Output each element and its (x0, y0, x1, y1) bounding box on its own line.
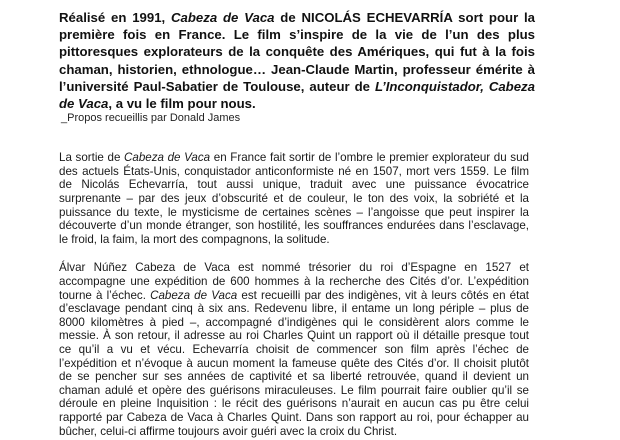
paragraph-1-text-1: La sortie de (59, 151, 125, 165)
paragraph-2-text-1: Álvar Núñez Cabeza de Vaca est nommé trésorier du roi d’Espagne en 1527 et accompagne une expédition de 600 hommes à la recherche des Cités d’or. L’expédition tourne à l’échec. (59, 261, 529, 302)
paragraph-1-text-2: en France fait sortir de l’ombre le premier explorateur du sud des actuels États-Unis, conquistador anticonformiste né en 1507, mort vers 1559. Le film de Nicolás Echevarría, tout aussi unique, traduit avec une puissance évocatrice surprenante – par des jeux d’obscurité et de couleur, le ton des voix, la sobriété et la puissance du texte, le mysticisme de certaines scènes – l’angoisse que peut inspirer la découverte d’un monde étranger, son hostilité, les souffrances endurées dans l’esclavage, le froid, la faim, la mort des compagnons, la solitude. (59, 151, 530, 246)
intro-text-1: Réalisé en 1991, (59, 10, 171, 25)
intro-paragraph (59, 9, 535, 112)
credit-line: _Propos recueillis par Donald James (61, 112, 241, 125)
body-paragraph-1 (59, 151, 529, 246)
film-title: Cabeza de Vaca (171, 10, 275, 25)
paragraph-2-film-title: Cabeza de Vaca (150, 288, 238, 302)
book-title: L’Inconquistador, Cabeza de Vaca (59, 78, 535, 112)
paragraph-2-text-2: est recueilli par des indigènes, vit à leurs côtés en état d’esclavage pendant cinq à six ans. Redevenu libre, il entame un long périple – plus de 8000 kilomètres à pied –, accompagné d’indigènes qui le considèrent alors comme le messie. À son retour, il adresse au roi Charles Quint un rapport où il détaille presque tout ce qu’il a vu et vécu. Echevarría choisit de commencer son film après l’échec de l’expédition et n’évoque à aucun moment la fameuse quête des Cités d’or. Il choisit plutôt de se pencher sur ses années de captivité et sa liberté retrouvée, quand il devient un chaman adulé et opère des guérisons miraculeuses. Le film pourrait faire oublier qu’il se déroule en pleine Inquisition : le récit des guérisons n’aurait en aucun cas pu être celui rapporté par Cabeza de Vaca à Charles Quint. Dans son rapport au roi, pour échapper au bûcher, celui-ci affirme toujours avoir guéri avec la croix du Christ. (59, 288, 530, 438)
intro-text-3: , a vu le film pour nous. (108, 96, 256, 112)
paragraph-1-film-title: Cabeza de Vaca (124, 151, 211, 165)
body-paragraph-2 (59, 261, 529, 438)
intro-text-2: de NICOLÁS ECHEVARRÍA sort pour la première fois en France. Le film s’inspire de la vie de l’un des plus pittoresques explorateurs de la conquête des Amériques, qui fut à la fois chaman, historien, ethnologue… Jean-Claude Martin, professeur émérite à l’université Paul-Sabatier de Toulouse, auteur de (59, 10, 536, 94)
